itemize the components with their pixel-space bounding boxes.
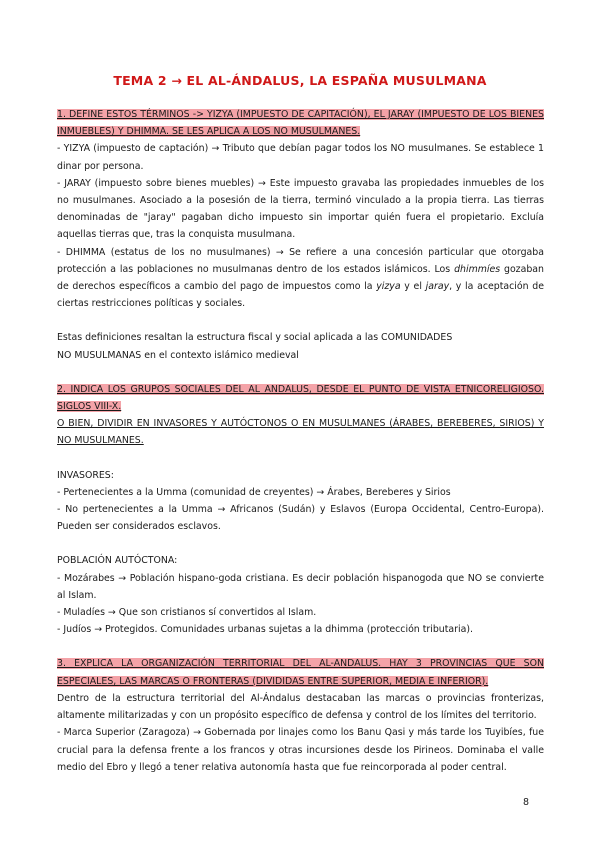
section-3-heading: 3. EXPLICA LA ORGANIZACIÓN TERRITORIAL DEL AL-ANDALUS. HAY 3 PROVINCIAS QUE SON ESPECIALES, LAS MARCAS O FRONTERAS (DIVIDIDAS ENTRE SUPERIOR, MEDIA E INFERIOR).: [57, 658, 544, 687]
jaray-definition: - JARAY (impuesto sobre bienes muebles) → Este impuesto gravaba las propiedades inmuebles de los no musulmanes. Asociado a la posesión de la tierra, terminó vinculado a la propia tierra. Las tierras denominadas de "jaray" pagaban dicho impuesto sin importar quién fuera el propietario. Excluía aquellas tierras que, tras la conquista musulmana.: [57, 177, 544, 241]
document-body: [57, 106, 544, 776]
autoctona-item: - Judíos → Protegidos. Comunidades urbanas sujetas a la dhimma (protección tributaria).: [57, 624, 474, 636]
invasores-item: - No pertenecientes a la Umma → Africanos (Sudán) y Eslavos (Europa Occidental, Centro-Europa). Pueden ser considerados esclavos.: [57, 504, 544, 533]
page-number: 8: [522, 797, 529, 808]
dhimma-definition: - DHIMMA (estatus de los no musulmanes) → Se refiere a una concesión particular que otorgaba protección a las poblaciones no musulmanas dentro de los estados islámicos. Los dhimmíes gozaban de derechos específicos a cambio del pago de impuestos como la yizya y el jaray, y la aceptación de ciertas restricciones políticas y sociales.: [57, 246, 544, 310]
autoctona-item: - Mozárabes → Población hispano-goda cristiana. Es decir población hispanogoda que NO se convierte al Islam.: [57, 572, 544, 601]
section-1-summary: Estas definiciones resaltan la estructura fiscal y social aplicada a las COMUNIDADES NO MUSULMANAS en el contexto islámico medieval: [57, 332, 453, 361]
autoctona-label: POBLACIÓN AUTÓCTONA:: [57, 555, 178, 567]
section-3-paragraph: Dentro de la estructura territorial del Al-Ándalus destacaban las marcas o provincias fronterizas, altamente militarizadas y con un propósito específico de defensa y control de los límites del territorio.: [57, 692, 544, 722]
section-2-heading: 2. INDICA LOS GRUPOS SOCIALES DEL AL ANDALUS, DESDE EL PUNTO DE VISTA ETNICORELIGIOSO. SIGLOS VIII-X.: [57, 383, 544, 413]
yizya-definition: - YIZYA (impuesto de captación) → Tributo que debían pagar todos los NO musulmanes. Se establece 1 dinar por persona.: [57, 143, 544, 172]
section-3-paragraph: - Marca Superior (Zaragoza) → Gobernada por linajes como los Banu Qasi y más tarde los Tuyibíes, fue crucial para la defensa frente a los francos y otras incursiones desde los Pirineos. Dominaba el valle medio del Ebro y llegó a tener relativa autonomía hasta que fue reincorporada al poder central.: [57, 727, 544, 773]
autoctona-item: - Muladíes → Que son cristianos sí convertidos al Islam.: [57, 607, 317, 619]
invasores-item: - Pertenecientes a la Umma (comunidad de creyentes) → Árabes, Bereberes y Sirios: [57, 486, 451, 498]
section-2-subheading: O BIEN, DIVIDIR EN INVASORES Y AUTÓCTONOS O EN MUSULMANES (ÁRABES, BEREBERES, SIRIOS) Y NO MUSULMANES.: [57, 418, 544, 447]
page-title: TEMA 2 → EL AL-ÁNDALUS, LA ESPAÑA MUSULMANA: [113, 73, 487, 88]
section-1-heading: 1. DEFINE ESTOS TÉRMINOS -> YIZYA (IMPUESTO DE CAPITACIÓN), EL JARAY (IMPUESTO DE LOS BIENES INMUEBLES) Y DHIMMA. SE LES APLICA A LOS NO MUSULMANES.: [57, 109, 544, 138]
invasores-label: INVASORES:: [57, 469, 114, 481]
